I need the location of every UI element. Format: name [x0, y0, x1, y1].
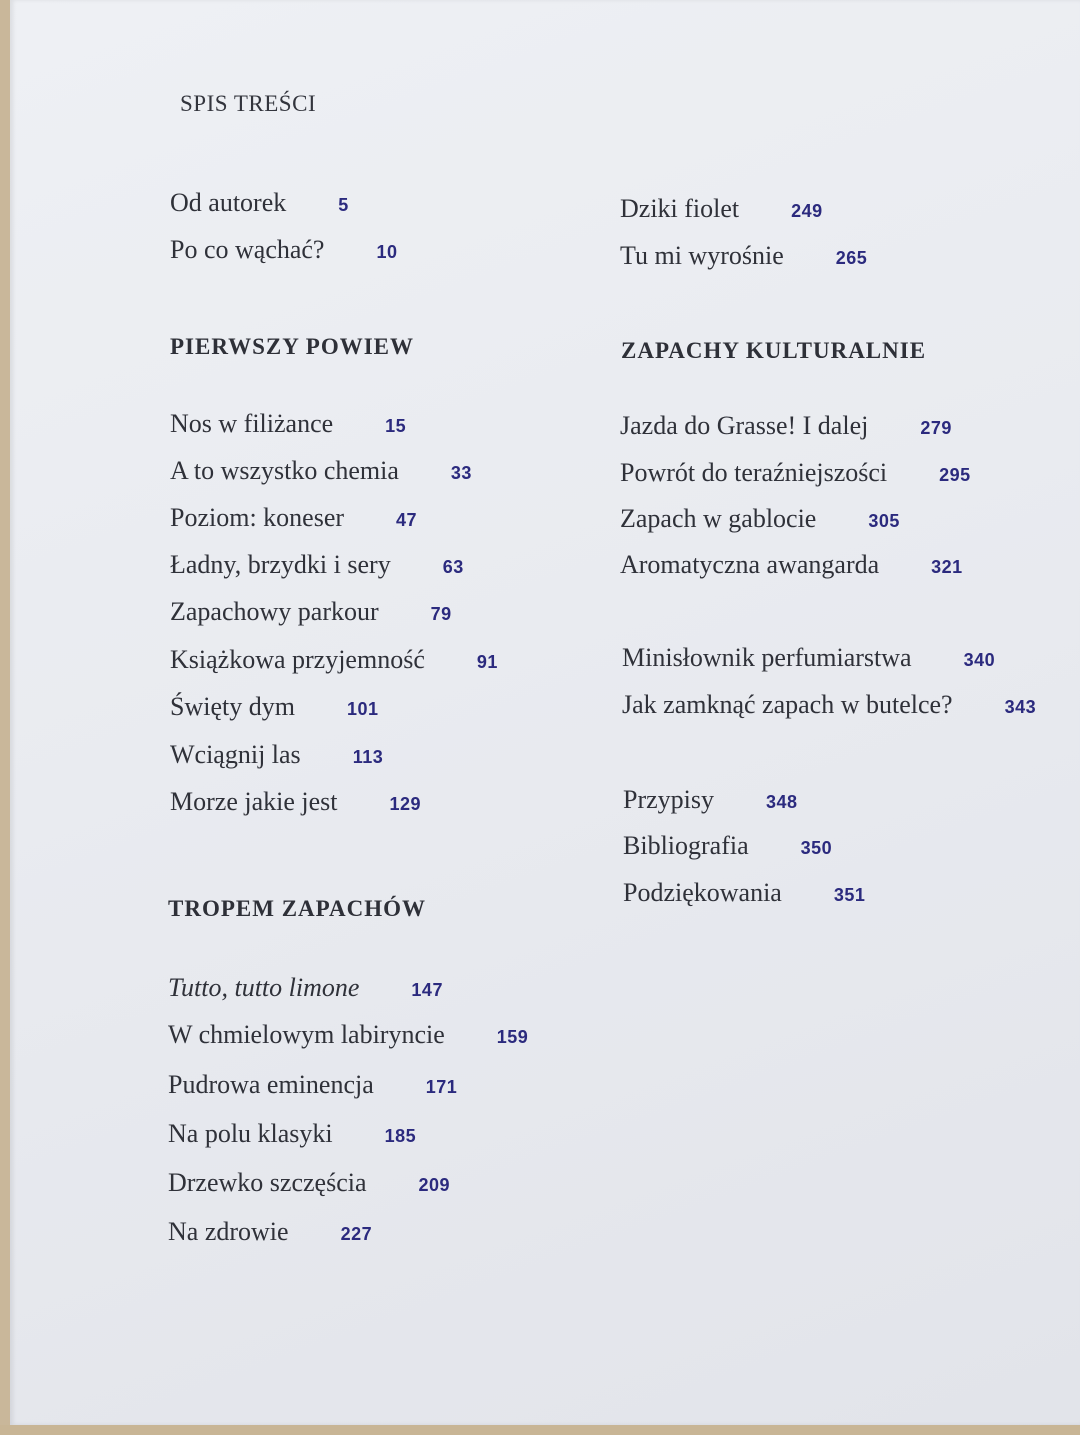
toc-entry-title: Ładny, brzydki i sery [170, 550, 391, 579]
toc-entry [168, 1168, 450, 1198]
toc-entry [170, 550, 464, 580]
toc-entry-title: Na zdrowie [168, 1217, 289, 1246]
toc-entry-title: Zapach w gablocie [620, 504, 817, 533]
toc-entry-title: Po co wąchać? [170, 235, 325, 264]
toc-entry-page: 33 [450, 463, 472, 483]
toc-entry [168, 1020, 528, 1050]
toc-entry-page: 305 [868, 511, 900, 531]
book-page [10, 0, 1080, 1425]
toc-entry-page: 10 [376, 242, 398, 262]
toc-entry-title: Jazda do Grasse! I dalej [620, 411, 869, 440]
toc-entry [622, 690, 1036, 720]
section-heading: PIERWSZY POWIEW [170, 334, 415, 359]
toc-entry-page: 15 [385, 416, 407, 436]
toc-entry-title: Przypisy [623, 785, 714, 814]
toc-entry [620, 504, 900, 534]
toc-entry-title: Poziom: koneser [170, 503, 345, 532]
toc-entry [622, 643, 995, 673]
toc-entry-title: Pudrowa eminencja [168, 1070, 374, 1099]
toc-entry [620, 458, 971, 488]
toc-entry-title: Na polu klasyki [168, 1119, 333, 1148]
toc-entry [170, 235, 398, 265]
toc-entry [168, 1217, 372, 1247]
toc-entry-title: Minisłownik perfumiarstwa [622, 643, 912, 672]
toc-entry [170, 409, 406, 439]
toc-entry-page: 101 [346, 699, 379, 719]
toc-entry-title: Powrót do teraźniejszości [620, 458, 888, 487]
toc-entry-page: 348 [766, 792, 798, 812]
toc-entry-page: 295 [939, 465, 971, 485]
section-heading: TROPEM ZAPACHÓW [168, 896, 426, 921]
toc-entry [170, 597, 452, 627]
toc-entry [620, 241, 867, 271]
toc-entry-page: 209 [418, 1175, 451, 1195]
toc-entry-title: Bibliografia [623, 831, 749, 860]
toc-entry [170, 692, 379, 722]
toc-entry-title: Drzewko szczęścia [168, 1168, 367, 1197]
toc-entry-page: 227 [340, 1224, 373, 1244]
toc-entry-page: 340 [963, 650, 996, 670]
toc-entry-title: Jak zamknąć zapach w butelce? [622, 690, 953, 719]
toc-entry-title: Zapachowy parkour [170, 597, 379, 626]
toc-entry-title: Święty dym [170, 692, 295, 721]
toc-entry-page: 159 [496, 1027, 529, 1047]
toc-entry-title: Podziękowania [623, 878, 782, 907]
toc-entry [168, 1070, 457, 1100]
toc-entry [170, 188, 349, 218]
toc-entry-page: 129 [389, 794, 422, 814]
toc-entry [170, 456, 472, 486]
toc-entry [170, 645, 498, 675]
toc-entry-title: Od autorek [170, 188, 287, 217]
toc-entry-title: Tu mi wyrośnie [620, 241, 784, 270]
toc-entry [620, 550, 963, 580]
toc-entry [170, 740, 383, 770]
toc-entry [623, 785, 798, 815]
toc-entry-page: 185 [384, 1126, 417, 1146]
toc-entry-title: Wciągnij las [170, 740, 301, 769]
toc-entry-title: Morze jakie jest [170, 787, 338, 816]
toc-entry [623, 878, 865, 908]
toc-entry-title: A to wszystko chemia [170, 456, 399, 485]
toc-entry-title: Tutto, tutto limone [168, 973, 360, 1002]
toc-entry-page: 91 [476, 652, 498, 672]
toc-entry-page: 249 [791, 201, 823, 221]
toc-entry [170, 503, 417, 533]
toc-entry-title: Dziki fiolet [620, 194, 740, 223]
toc-entry-page: 351 [833, 885, 866, 905]
toc-entry-title: Książkowa przyjemność [170, 645, 425, 674]
toc-entry [168, 973, 443, 1003]
toc-entry-page: 321 [931, 557, 963, 577]
toc-entry-page: 5 [338, 195, 349, 215]
toc-entry-title: Nos w filiżance [170, 409, 334, 438]
toc-entry [168, 1119, 416, 1149]
page-title: SPIS TREŚCI [180, 91, 317, 116]
toc-entry [623, 831, 832, 861]
toc-entry-title: W chmielowym labiryncie [168, 1020, 445, 1049]
toc-entry-page: 79 [430, 604, 452, 624]
toc-entry-page: 47 [396, 510, 418, 530]
toc-entry [170, 787, 421, 817]
toc-entry-page: 147 [411, 980, 443, 1000]
toc-entry-page: 350 [800, 838, 833, 858]
toc-entry-page: 171 [425, 1077, 458, 1097]
table-surface [0, 1425, 1080, 1435]
toc-entry-page: 279 [920, 418, 952, 438]
toc-entry-page: 343 [1004, 697, 1037, 717]
toc-entry-page: 63 [442, 557, 464, 577]
toc-entry-title: Aromatyczna awangarda [620, 550, 880, 579]
toc-entry-page: 265 [835, 248, 868, 268]
toc-entry [620, 194, 823, 224]
toc-entry [620, 411, 952, 441]
toc-entry-page: 113 [352, 747, 384, 767]
section-heading: ZAPACHY KULTURALNIE [621, 338, 927, 363]
